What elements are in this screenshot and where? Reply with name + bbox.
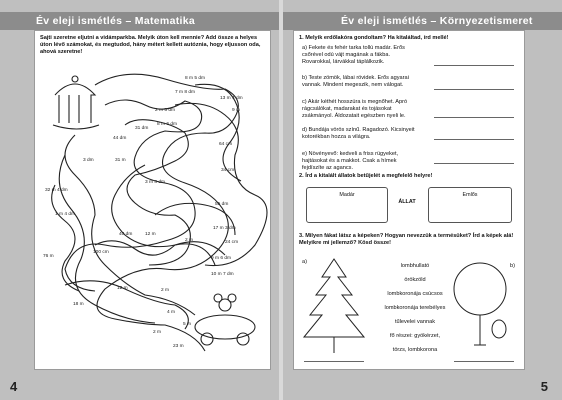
svg-text:100 cm: 100 cm [93, 250, 109, 255]
box-madar[interactable]: Madár [306, 187, 388, 223]
item-c: c) Akár kéthét hosszúra is megnőhet. Apró rágcsálókat, madarakat és tojásokat zsákmányol. Áldozatait egészben nyeli le. [302, 99, 408, 119]
feature-6: fő részei: gyökérzet, [389, 333, 441, 339]
tree-a-label: a) [302, 259, 307, 265]
svg-text:8 m 6 dm: 8 m 6 dm [157, 122, 177, 127]
item-a: a) Fekete és fehér tarka tollú madár. Erős csőrével odú vájt magának a fákba. Rovarokkal, lárvákkal táplálkozik. [302, 45, 405, 65]
svg-text:31 dm: 31 dm [135, 126, 149, 131]
svg-text:40 dm: 40 dm [119, 232, 133, 237]
svg-text:64 cm: 64 cm [219, 142, 233, 147]
feature-5: tűlevelei vannak [394, 319, 436, 325]
right-header: Év eleji ismétlés – Környezetismeret [283, 12, 562, 30]
left-page [0, 0, 279, 400]
right-sheet [293, 30, 525, 370]
svg-text:13 m 4 dm: 13 m 4 dm [220, 96, 243, 101]
left-page-number: 4 [10, 379, 18, 394]
feature-2: örökzöld [404, 277, 426, 283]
right-page-number: 5 [540, 379, 548, 394]
svg-text:4 m: 4 m [167, 310, 175, 315]
tree-b-label: b) [510, 263, 515, 269]
answer-line-b[interactable] [434, 89, 514, 90]
svg-text:2 m: 2 m [153, 330, 161, 335]
feature-4: lombkoronája terebélyes [384, 305, 446, 311]
left-header: Év eleji ismétlés – Matematika [0, 12, 279, 30]
svg-text:10 m 7 dm: 10 m 7 dm [211, 272, 234, 277]
svg-text:5 m: 5 m [183, 322, 191, 327]
svg-text:12 m: 12 m [117, 286, 128, 291]
feature-7: törzs, lombkorona [392, 347, 438, 353]
svg-text:7 m 8 dm: 7 m 8 dm [175, 90, 195, 95]
svg-text:9 m 6 dm: 9 m 6 dm [211, 256, 231, 261]
feature-3: lombkoronája csúcsos [387, 291, 443, 297]
svg-text:2 m: 2 m [161, 288, 169, 293]
svg-text:2 m: 2 m [185, 238, 193, 243]
svg-text:1 m 4 dm: 1 m 4 dm [55, 212, 75, 217]
svg-text:12 m: 12 m [145, 232, 156, 237]
maze-illustration [35, 65, 270, 355]
svg-text:76 m: 76 m [43, 254, 54, 259]
svg-text:34 cm: 34 cm [221, 168, 235, 173]
svg-text:3 m 8 dm: 3 m 8 dm [145, 180, 165, 185]
svg-text:2 m 5 dm: 2 m 5 dm [155, 108, 175, 113]
answer-line-e[interactable] [434, 163, 514, 164]
right-page [283, 0, 562, 400]
item-e: e) Növényevő: kedveli a friss rügyeket, hajtásokat és a makkot. Csak a hímek fejdíszíte az agancs. [302, 151, 399, 171]
svg-text:44 dm: 44 dm [113, 136, 127, 141]
item-b: b) Teste zömök, lábai rövidek. Erős agyarai vannak. Mindent megeszik, nem válogat. [302, 75, 409, 88]
question-2: 2. Írd a kitalált állatok betűjelét a megfelelő helyre! [299, 173, 433, 179]
svg-text:24 cm: 24 cm [225, 240, 239, 245]
answer-line-d[interactable] [434, 139, 514, 140]
left-sheet [34, 30, 271, 370]
question-3: 3. Milyen fákat látsz a képeken? Hogyan nevezzük a termésüket? Írd a képek alá! Melyikre mi jellemző? Kösd össze! [299, 233, 514, 246]
answer-line-tree-b[interactable] [454, 361, 514, 362]
svg-text:23 m: 23 m [173, 344, 184, 349]
svg-text:32 m 4 dm: 32 m 4 dm [45, 188, 68, 193]
item-d: d) Bundája vörös színű. Ragadozó. Kicsinyeit kotorékban hozza a világra. [302, 127, 415, 140]
svg-text:55 dm: 55 dm [215, 202, 229, 207]
box-center-label: ÁLLAT [398, 199, 416, 205]
answer-line-tree-a[interactable] [304, 361, 364, 362]
svg-text:31 m: 31 m [115, 158, 126, 163]
feature-1: lombhullató [400, 263, 430, 269]
maze-instruction: Sajti szeretne eljutni a vidámparkba. Melyik úton kell mennie? Add össze a helyes úton lévő számokat, és megtudod, hány métert kellett autóznia, hogy eljusson oda, ahová szeretne! [40, 35, 261, 55]
svg-text:18 m: 18 m [73, 302, 84, 307]
svg-text:17 m 3 dm: 17 m 3 dm [213, 226, 236, 231]
svg-text:9 m: 9 m [232, 108, 240, 113]
answer-line-c[interactable] [434, 117, 514, 118]
box-emlos[interactable]: Emlős [428, 187, 512, 223]
svg-text:3 dm: 3 dm [83, 158, 94, 163]
svg-text:8 m 5 dm: 8 m 5 dm [185, 76, 205, 81]
question-1: 1. Melyik erdőlakóra gondoltam? Ha kitaláltad, írd mellé! [299, 35, 449, 41]
answer-line-a[interactable] [434, 65, 514, 66]
